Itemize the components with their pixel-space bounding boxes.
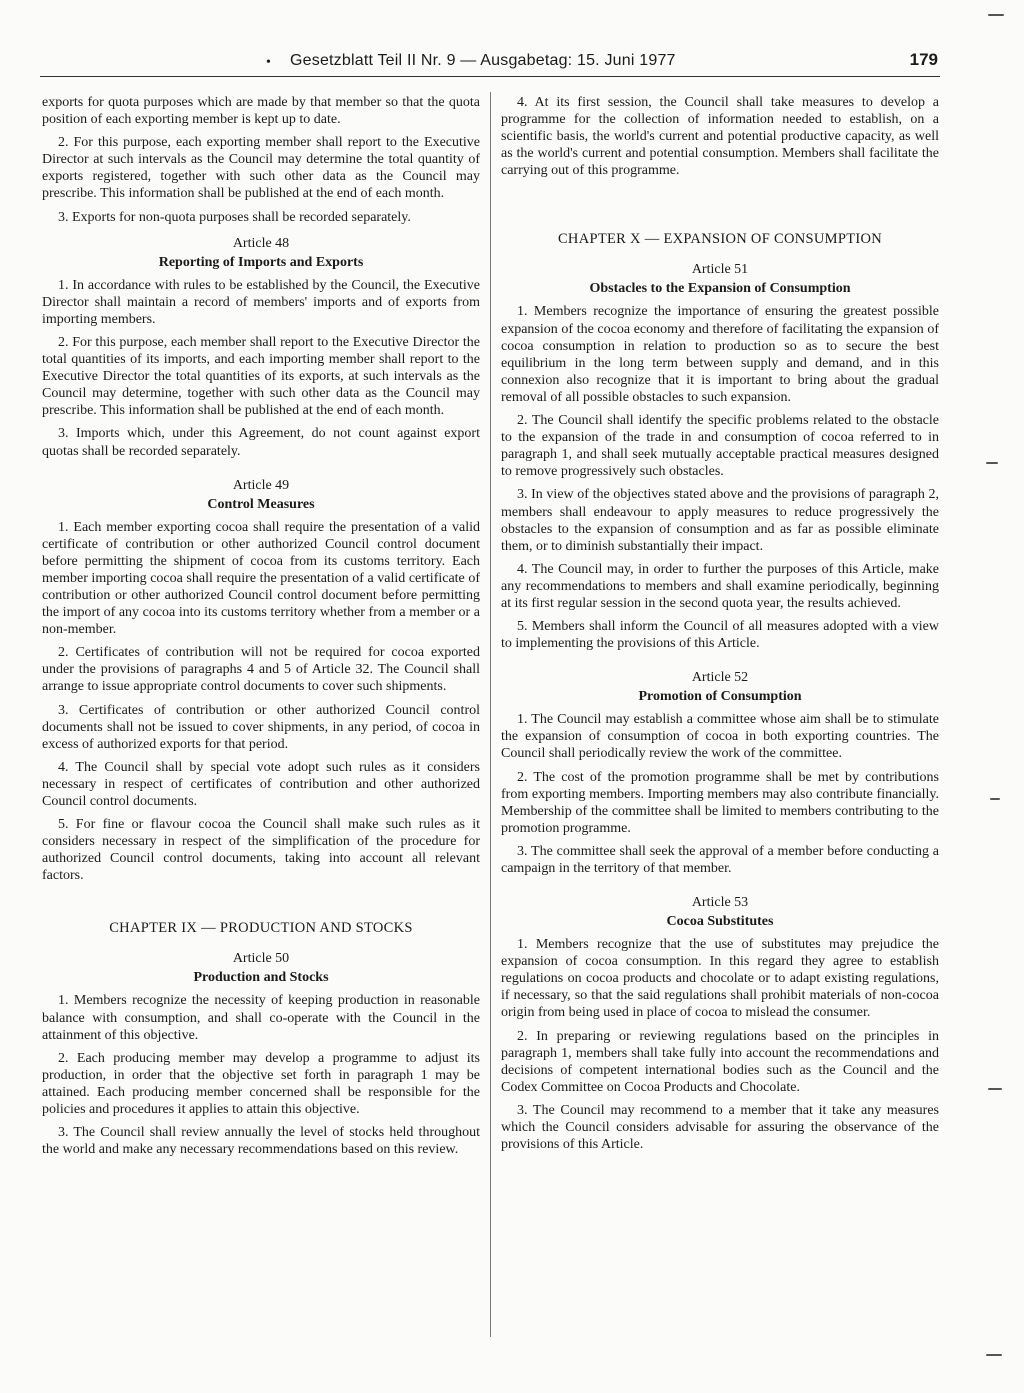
scan-speck [986, 1354, 1002, 1356]
left-column [42, 94, 480, 1164]
article-title: Cocoa Substitutes [666, 914, 774, 930]
paragraph: 4. The Council may, in order to further the purposes of this Article, make any recommendations to members and shall examine periodically, beginning at its first regular session in the second quota year, the results achieved. [501, 561, 939, 611]
paragraph: 3. In view of the objectives stated above and the provisions of paragraph 2, members shall endeavour to apply measures to reduce progressively the obstacles to the expansion of consumption and as far as possible eliminate them, or to diminish substantially their impact. [501, 487, 939, 554]
article-title: Reporting of Imports and Exports [158, 254, 364, 270]
article-title: Promotion of Consumption [638, 689, 802, 705]
paragraph: 2. Each producing member may develop a programme to adjust its production, in order that the objective set forth in paragraph 1 may be attained. Each producing member concerned shall be responsible for the policies and procedures it applies to attain this objective. [42, 1050, 480, 1118]
paragraph: 1. Members recognize the importance of ensuring the greatest possible expansion of the cocoa economy and therefore of facilitating the expansion of cocoa consumption in relation to production so as to secure the best equilibrium in the long term between supply and demand, and in this connexion also recognize that it is important to bring about the gradual removal of all possible obstacles to such expansion. [501, 304, 939, 405]
article-label: Article 51 [691, 262, 749, 278]
page-number: 179 [909, 50, 938, 69]
paragraph: 1. Members recognize that the use of substitutes may prejudice the expansion of cocoa consumption. In this regard they agree to establish regulations on cocoa products and chocolate or to adapt existing regulations, if necessary, so that the said regulations shall prohibit materials of non-cocoa origin from being used in place of cocoa to mislead the consumer. [501, 937, 939, 1021]
paragraph: 1. Members recognize the necessity of keeping production in reasonable balance with consumption, and shall co-operate with the Council in the attainment of this objective. [42, 993, 480, 1043]
page-header [40, 52, 940, 78]
article-title: Control Measures [207, 496, 315, 512]
article-title: Production and Stocks [193, 970, 329, 986]
scan-speck [988, 14, 1004, 16]
paragraph: 2. The Council shall identify the specific problems related to the obstacle to the expansion of the trade in and consumption of cocoa referred to in paragraph 1, and shall seek mutually acceptable practical measures designed to remove progressively such obstacles. [501, 413, 939, 480]
paragraph: 3. The committee shall seek the approval of a member before conducting a campaign in the territory of that member. [501, 843, 939, 876]
paragraph: 2. Certificates of contribution will not be required for cocoa exported under the provisions of paragraphs 4 and 5 of Article 32. The Council shall arrange to issue appropriate control documents to cover such shipments. [42, 645, 480, 695]
article-title: Obstacles to the Expansion of Consumption [589, 281, 851, 297]
header-title: Gesetzblatt Teil II Nr. 9 — Ausgabetag: 15. Juni 1977 [290, 52, 676, 69]
article-label: Article 50 [232, 951, 290, 967]
paragraph: 3. Imports which, under this Agreement, do not count against export quotas shall be recorded separately. [42, 426, 480, 459]
scan-speck [988, 1088, 1002, 1090]
paragraph: 4. The Council shall by special vote adopt such rules as it considers necessary in respect of certificates of contribution and other authorized Council control documents. [42, 759, 480, 809]
scan-speck [990, 798, 1000, 800]
article-label: Article 52 [691, 670, 749, 686]
header-bullet: • [266, 55, 271, 70]
column-divider [490, 92, 491, 1337]
chapter-heading: CHAPTER X — EXPANSION OF CONSUMPTION [557, 231, 883, 248]
chapter-heading: CHAPTER IX — PRODUCTION AND STOCKS [109, 920, 413, 937]
paragraph: 4. At its first session, the Council shall take measures to develop a programme for the collection of information needed to establish, on a scientific basis, the world's current and potential productive capacity, as well as the world's current and potential consumption. Members shall facilitate the carrying out of this programme. [501, 95, 939, 179]
paragraph: 1. The Council may establish a committee whose aim shall be to stimulate the expansion of consumption of cocoa in both exporting countries. The Council shall periodically review the work of the committee. [501, 712, 939, 762]
scan-speck [986, 462, 998, 464]
right-column [501, 94, 939, 1159]
header-rule [40, 76, 940, 77]
paragraph: 2. In preparing or reviewing regulations based on the principles in paragraph 1, members shall take fully into account the recommendations and decisions of competent international bodies such as the Council and the Codex Committee on Cocoa Products and Chocolate. [501, 1028, 939, 1095]
paragraph: 3. Certificates of contribution or other authorized Council control documents shall not be issued to cover shipments, in any period, of cocoa in excess of authorized exports for that period. [42, 702, 480, 752]
paragraph: 1. In accordance with rules to be established by the Council, the Executive Director shall maintain a record of members' imports and of exports from importing members. [42, 277, 480, 327]
paragraph: 3. Exports for non-quota purposes shall be recorded separately. [58, 209, 411, 225]
paragraph: 2. For this purpose, each exporting member shall report to the Executive Director at such intervals as the Council may determine the total quantity of exports registered, together with such other data as the Council may prescribe. This information shall be published at the end of each month. [42, 135, 480, 202]
paragraph: 3. The Council may recommend to a member that it take any measures which the Council considers advisable for assuring the observance of the provisions of this Article. [501, 1102, 939, 1153]
paragraph: 5. Members shall inform the Council of all measures adopted with a view to implementing the provisions of this Article. [501, 619, 939, 652]
article-label: Article 48 [232, 235, 290, 251]
paragraph: 3. The Council shall review annually the level of stocks held throughout the world and make any necessary recommendations based on this review. [42, 1125, 480, 1158]
paragraph: 5. For fine or flavour cocoa the Council shall make such rules as it considers necessary in respect of the simplification of the procedure for authorized Council control documents, taking into account all relevant factors. [42, 817, 480, 884]
article-label: Article 53 [691, 895, 749, 911]
paragraph: 2. For this purpose, each member shall report to the Executive Director the total quantities of its imports, and each importing member shall report to the Executive Director the total quantities of its exports, at such intervals as the Council may determine, together with such other data as the Council may prescribe. This information shall be published at the end of each month. [42, 334, 480, 419]
paragraph: 1. Each member exporting cocoa shall require the presentation of a valid certificate of contribution or other authorized Council control document before permitting the shipment of cocoa from its customs territory. Each member importing cocoa shall require the presentation of a valid certificate of contribution or other authorized Council control document before permitting the import of any cocoa into its customs territory whether from a member or a non-member. [42, 519, 480, 638]
article-label: Article 49 [232, 477, 290, 493]
paragraph: 2. The cost of the promotion programme shall be met by contributions from exporting members. Importing members may also contribute financially. Membership of the committee shall be limited to members contributing to the promotion programme. [501, 769, 939, 836]
paragraph: exports for quota purposes which are made by that member so that the quota position of each exporting member is kept up to date. [42, 95, 480, 128]
